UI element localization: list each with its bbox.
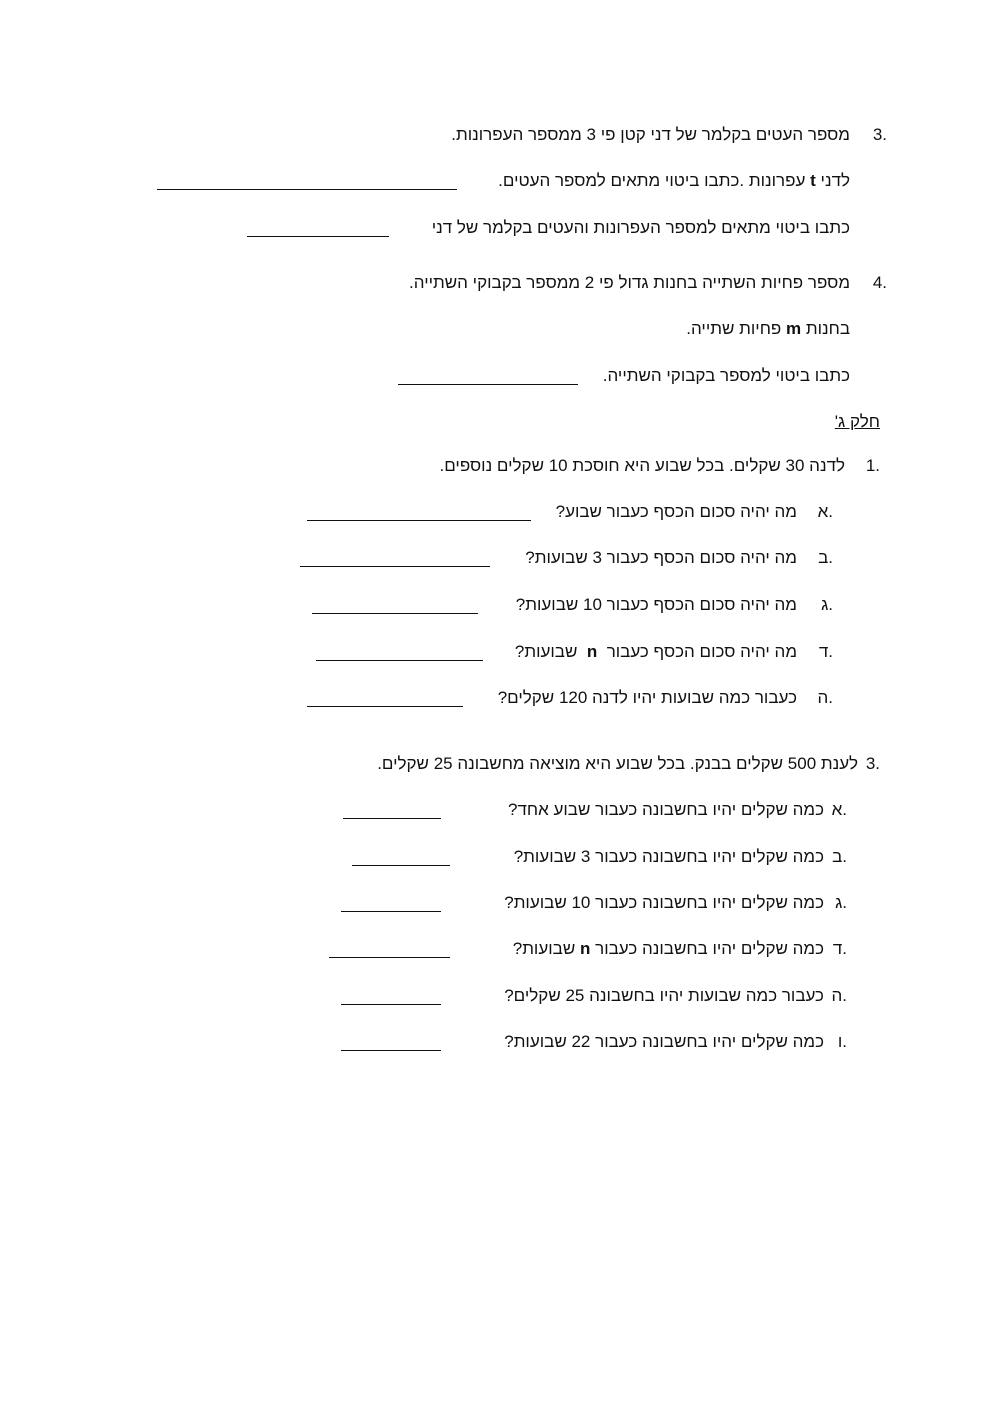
answer-input[interactable] — [329, 954, 454, 980]
subline-suffix: פחיות שתייה. — [686, 319, 782, 338]
question-subline: כתבו ביטוי למספר בקבוקי השתייה. — [602, 366, 850, 385]
answer-blank[interactable] — [307, 520, 531, 521]
question-text: לענת 500 שקלים בבנק. בכל שבוע היא מוציאה מחשבונה 25 שקלים. — [377, 754, 858, 773]
answer-blank[interactable] — [312, 613, 478, 614]
item-letter: ד. — [818, 642, 833, 661]
item-text-pre: כמה שקלים יהיו בחשבונה כעבור — [595, 939, 824, 958]
item-letter: ה. — [817, 688, 833, 707]
question-number: 3. — [865, 754, 880, 773]
item-text-pre: מה יהיה סכום הכסף כעבור — [606, 642, 797, 661]
question-number: 4. — [872, 273, 887, 292]
question-subline: כתבו ביטוי מתאים למספר העפרונות והעטים בקלמר של דני — [431, 218, 850, 237]
subline-prefix: לדני — [820, 171, 850, 190]
answer-blank[interactable] — [341, 1004, 441, 1005]
item-text: כעבור כמה שבועות יהיו לדנה 120 שקלים? — [497, 688, 797, 707]
answer-blank[interactable] — [343, 818, 441, 819]
item-letter: ג. — [835, 893, 847, 912]
answer-blank[interactable] — [341, 911, 441, 912]
answer-input[interactable] — [341, 1001, 445, 1027]
answer-blank[interactable] — [157, 189, 457, 190]
answer-blank[interactable] — [307, 706, 463, 707]
answer-input[interactable] — [247, 233, 393, 259]
item-text: כמה שקלים יהיו בחשבונה כעבור 22 שבועות? — [504, 1032, 824, 1051]
item-letter: א. — [831, 800, 847, 819]
answer-input[interactable] — [312, 610, 482, 636]
question-text: לדנה 30 שקלים. בכל שבוע היא חוסכת 10 שקלים נוספים. — [439, 456, 845, 475]
item-letter: ב. — [818, 548, 833, 567]
variable-m: m — [786, 319, 802, 338]
answer-blank[interactable] — [247, 236, 389, 237]
answer-input[interactable] — [343, 815, 445, 841]
variable-n: n — [579, 939, 591, 958]
item-text-post: שבועות? — [514, 642, 578, 661]
item-letter: א. — [817, 502, 833, 521]
variable-t: t — [810, 171, 816, 190]
item-text — [513, 938, 824, 960]
answer-input[interactable] — [341, 908, 445, 934]
answer-blank[interactable] — [352, 865, 450, 866]
question-number: 1. — [865, 456, 880, 475]
answer-input[interactable] — [316, 657, 487, 683]
answer-input[interactable] — [300, 563, 494, 589]
question-subline — [498, 170, 850, 192]
answer-input[interactable] — [341, 1047, 445, 1073]
item-text: כמה שקלים יהיו בחשבונה כעבור 10 שבועות? — [504, 893, 824, 912]
item-text: כעבור כמה שבועות יהיו בחשבונה 25 שקלים? — [504, 986, 824, 1005]
item-text: כמה שקלים יהיו בחשבונה כעבור 3 שבועות? — [513, 847, 824, 866]
item-text: מה יהיה סכום הכסף כעבור 10 שבועות? — [515, 595, 797, 614]
answer-input[interactable] — [307, 517, 535, 543]
item-text — [515, 641, 797, 663]
answer-input[interactable] — [352, 862, 454, 888]
answer-input[interactable] — [157, 186, 461, 212]
answer-input[interactable] — [398, 381, 582, 407]
answer-blank[interactable] — [329, 957, 450, 958]
item-text: מה יהיה סכום הכסף כעבור שבוע? — [555, 502, 797, 521]
answer-input[interactable] — [307, 703, 467, 729]
item-letter: ג. — [821, 595, 833, 614]
answer-blank[interactable] — [300, 566, 490, 567]
item-letter: ה. — [831, 986, 847, 1005]
item-letter: ד. — [832, 939, 847, 958]
subline-prefix: בחנות — [805, 319, 850, 338]
item-text: כמה שקלים יהיו בחשבונה כעבור שבוע אחד? — [508, 800, 824, 819]
item-text: מה יהיה סכום הכסף כעבור 3 שבועות? — [525, 548, 797, 567]
answer-blank[interactable] — [316, 660, 483, 661]
variable-n: n — [586, 642, 598, 661]
question-subline — [686, 318, 850, 340]
question-number: 3. — [872, 125, 887, 144]
question-text: מספר פחיות השתייה בחנות גדול פי 2 ממספר בקבוקי השתייה. — [409, 273, 850, 292]
question-text: מספר העטים בקלמר של דני קטן פי 3 ממספר העפרונות. — [451, 125, 850, 144]
item-letter: ב. — [832, 847, 847, 866]
item-text-post: שבועות? — [512, 939, 576, 958]
subline-suffix: עפרונות .כתבו ביטוי מתאים למספר העטים. — [498, 171, 806, 190]
answer-blank[interactable] — [341, 1050, 441, 1051]
item-letter: ו. — [837, 1032, 847, 1051]
answer-blank[interactable] — [398, 384, 578, 385]
section-heading: חלק ג' — [834, 412, 880, 431]
